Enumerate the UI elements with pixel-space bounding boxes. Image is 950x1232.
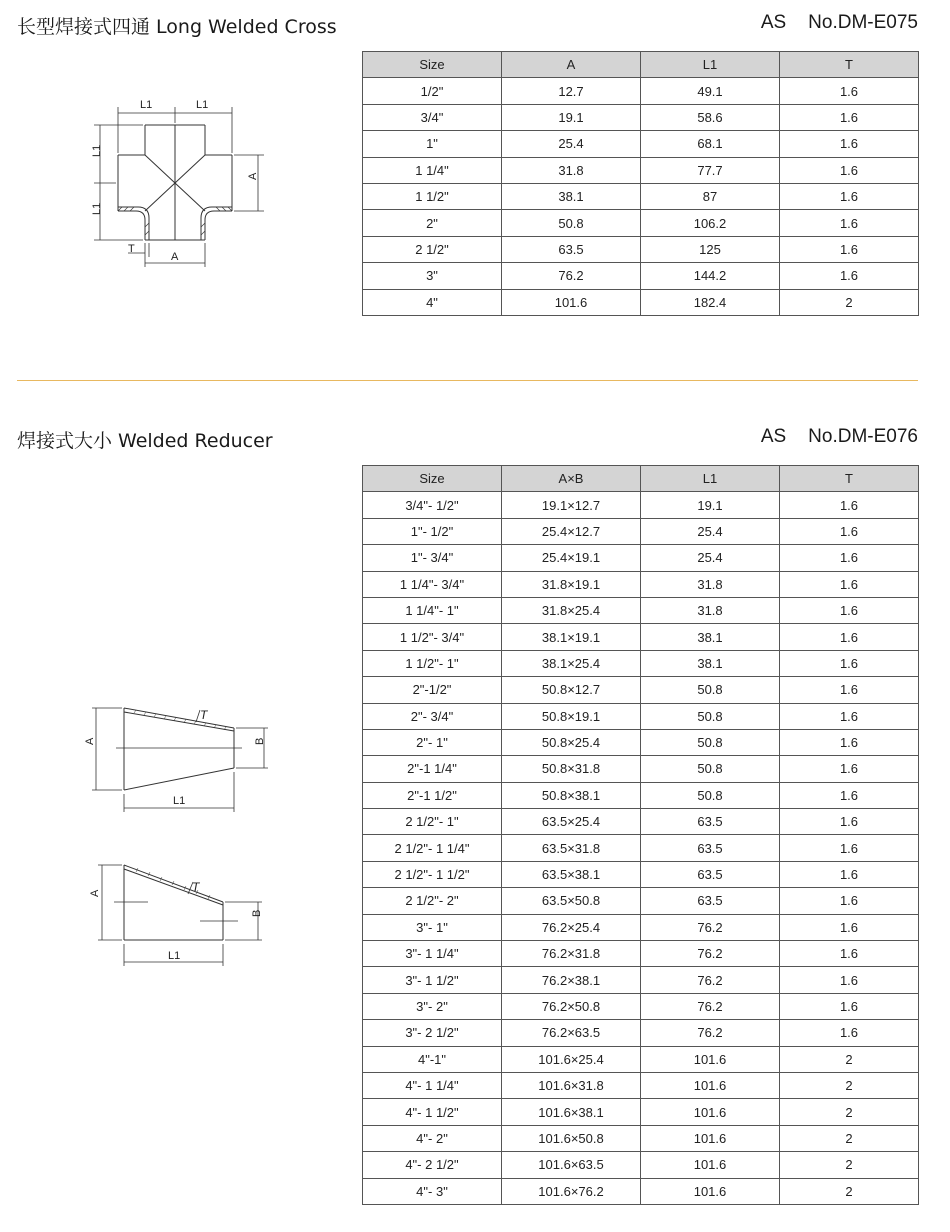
cell-axb: 101.6×31.8 bbox=[502, 1072, 641, 1098]
cell-axb: 63.5×31.8 bbox=[502, 835, 641, 861]
cell-t: 2 bbox=[780, 1125, 919, 1151]
cell-axb: 76.2×31.8 bbox=[502, 941, 641, 967]
table-header-row bbox=[363, 52, 919, 78]
cell-size: 4" bbox=[363, 289, 502, 315]
cell-t: 1.6 bbox=[780, 78, 919, 104]
header-t: T bbox=[780, 466, 919, 492]
cell-l1: 63.5 bbox=[641, 835, 780, 861]
cell-axb: 50.8×31.8 bbox=[502, 756, 641, 782]
cell-t: 1.6 bbox=[780, 835, 919, 861]
table-row bbox=[363, 1046, 919, 1072]
cell-size: 4"- 1 1/2" bbox=[363, 1099, 502, 1125]
table-row bbox=[363, 1020, 919, 1046]
cell-l1: 38.1 bbox=[641, 650, 780, 676]
cell-size: 1/2" bbox=[363, 78, 502, 104]
cell-t: 1.6 bbox=[780, 624, 919, 650]
table-row bbox=[363, 492, 919, 518]
cell-t: 2 bbox=[780, 1046, 919, 1072]
cell-size: 2"-1 1/4" bbox=[363, 756, 502, 782]
cell-t: 1.6 bbox=[780, 729, 919, 755]
cell-l1: 77.7 bbox=[641, 157, 780, 183]
table-row bbox=[363, 782, 919, 808]
cell-l1: 87 bbox=[641, 183, 780, 209]
header-axb: A×B bbox=[502, 466, 641, 492]
cell-size: 2"- 1" bbox=[363, 729, 502, 755]
cell-t: 1.6 bbox=[780, 597, 919, 623]
table-row bbox=[363, 914, 919, 940]
cell-l1: 76.2 bbox=[641, 941, 780, 967]
table-row bbox=[363, 545, 919, 571]
eccentric-label-b: B bbox=[251, 909, 263, 917]
header-size: Size bbox=[363, 466, 502, 492]
table-row bbox=[363, 597, 919, 623]
cell-size: 3"- 1" bbox=[363, 914, 502, 940]
table-row bbox=[363, 809, 919, 835]
table-row bbox=[363, 967, 919, 993]
cell-size: 2"-1 1/2" bbox=[363, 782, 502, 808]
cell-size: 3"- 1 1/2" bbox=[363, 967, 502, 993]
cross-label-l1-left: L1 bbox=[140, 99, 153, 111]
concentric-label-b: B bbox=[254, 737, 266, 745]
header-l1: L1 bbox=[641, 466, 780, 492]
cell-t: 2 bbox=[780, 289, 919, 315]
cell-t: 1.6 bbox=[780, 157, 919, 183]
cell-l1: 25.4 bbox=[641, 545, 780, 571]
reducer-code-number: No.DM-E076 bbox=[808, 426, 918, 447]
cell-l1: 63.5 bbox=[641, 809, 780, 835]
cell-t: 1.6 bbox=[780, 809, 919, 835]
cell-t: 1.6 bbox=[780, 1020, 919, 1046]
cell-t: 2 bbox=[780, 1152, 919, 1178]
cell-t: 1.6 bbox=[780, 993, 919, 1019]
cell-axb: 50.8×19.1 bbox=[502, 703, 641, 729]
cell-axb: 19.1×12.7 bbox=[502, 492, 641, 518]
cell-t: 1.6 bbox=[780, 263, 919, 289]
cell-l1: 31.8 bbox=[641, 597, 780, 623]
table-header-row bbox=[363, 466, 919, 492]
cell-size: 1 1/4"- 1" bbox=[363, 597, 502, 623]
cell-size: 1 1/2"- 3/4" bbox=[363, 624, 502, 650]
table-row bbox=[363, 756, 919, 782]
cross-spec-table bbox=[362, 51, 919, 316]
cell-l1: 101.6 bbox=[641, 1125, 780, 1151]
cell-t: 1.6 bbox=[780, 967, 919, 993]
cell-l1: 182.4 bbox=[641, 289, 780, 315]
table-row bbox=[363, 1178, 919, 1204]
cell-l1: 50.8 bbox=[641, 703, 780, 729]
cell-axb: 101.6×63.5 bbox=[502, 1152, 641, 1178]
cell-size: 3"- 1 1/4" bbox=[363, 941, 502, 967]
table-row bbox=[363, 104, 919, 130]
cell-size: 1"- 3/4" bbox=[363, 545, 502, 571]
cell-l1: 68.1 bbox=[641, 131, 780, 157]
table-row bbox=[363, 1099, 919, 1125]
eccentric-reducer-drawing bbox=[78, 860, 278, 970]
reducer-code-prefix: AS bbox=[760, 426, 787, 447]
cell-l1: 50.8 bbox=[641, 756, 780, 782]
cell-size: 4"- 3" bbox=[363, 1178, 502, 1204]
cell-t: 1.6 bbox=[780, 914, 919, 940]
cross-label-l1-top: L1 bbox=[91, 144, 103, 157]
table-row bbox=[363, 1125, 919, 1151]
reducer-section-code bbox=[761, 426, 918, 448]
cell-size: 1 1/2" bbox=[363, 183, 502, 209]
cell-t: 2 bbox=[780, 1072, 919, 1098]
cell-axb: 63.5×25.4 bbox=[502, 809, 641, 835]
cell-l1: 101.6 bbox=[641, 1152, 780, 1178]
cell-l1: 50.8 bbox=[641, 677, 780, 703]
cross-drawing bbox=[80, 95, 270, 275]
table-row bbox=[363, 183, 919, 209]
table-row bbox=[363, 1072, 919, 1098]
cell-size: 2 1/2"- 1 1/4" bbox=[363, 835, 502, 861]
cell-size: 1 1/4"- 3/4" bbox=[363, 571, 502, 597]
table-row bbox=[363, 518, 919, 544]
cell-size: 2 1/2" bbox=[363, 236, 502, 262]
cell-axb: 76.2×63.5 bbox=[502, 1020, 641, 1046]
cell-t: 1.6 bbox=[780, 518, 919, 544]
cell-t: 1.6 bbox=[780, 756, 919, 782]
cell-l1: 101.6 bbox=[641, 1046, 780, 1072]
cell-t: 2 bbox=[780, 1178, 919, 1204]
cell-l1: 58.6 bbox=[641, 104, 780, 130]
cell-axb: 76.2×38.1 bbox=[502, 967, 641, 993]
cell-size: 2 1/2"- 1 1/2" bbox=[363, 861, 502, 887]
cell-l1: 31.8 bbox=[641, 571, 780, 597]
cell-size: 3" bbox=[363, 263, 502, 289]
concentric-label-a: A bbox=[84, 737, 96, 745]
cross-code-number: No.DM-E075 bbox=[808, 12, 918, 33]
cell-axb: 76.2×50.8 bbox=[502, 993, 641, 1019]
header-size: Size bbox=[363, 52, 502, 78]
cell-axb: 25.4×19.1 bbox=[502, 545, 641, 571]
cell-axb: 101.6×38.1 bbox=[502, 1099, 641, 1125]
eccentric-label-t: T bbox=[192, 880, 200, 894]
table-row bbox=[363, 263, 919, 289]
header-t: T bbox=[780, 52, 919, 78]
cell-size: 3/4" bbox=[363, 104, 502, 130]
cell-size: 3"- 2" bbox=[363, 993, 502, 1019]
cell-size: 1 1/2"- 1" bbox=[363, 650, 502, 676]
cell-l1: 106.2 bbox=[641, 210, 780, 236]
table-row bbox=[363, 993, 919, 1019]
cell-t: 1.6 bbox=[780, 545, 919, 571]
cross-label-l1-right: L1 bbox=[196, 99, 209, 111]
cell-t: 1.6 bbox=[780, 571, 919, 597]
cell-size: 1" bbox=[363, 131, 502, 157]
cell-size: 2 1/2"- 2" bbox=[363, 888, 502, 914]
cell-t: 1.6 bbox=[780, 650, 919, 676]
cell-axb: 38.1×25.4 bbox=[502, 650, 641, 676]
cell-a: 25.4 bbox=[502, 131, 641, 157]
cell-axb: 101.6×50.8 bbox=[502, 1125, 641, 1151]
cell-axb: 63.5×50.8 bbox=[502, 888, 641, 914]
cell-size: 3/4"- 1/2" bbox=[363, 492, 502, 518]
cell-t: 1.6 bbox=[780, 782, 919, 808]
cell-l1: 38.1 bbox=[641, 624, 780, 650]
table-row bbox=[363, 131, 919, 157]
eccentric-label-l1: L1 bbox=[168, 950, 181, 962]
cell-t: 1.6 bbox=[780, 861, 919, 887]
cell-axb: 31.8×19.1 bbox=[502, 571, 641, 597]
cell-t: 1.6 bbox=[780, 888, 919, 914]
table-row bbox=[363, 703, 919, 729]
cell-a: 76.2 bbox=[502, 263, 641, 289]
table-row bbox=[363, 157, 919, 183]
cell-axb: 63.5×38.1 bbox=[502, 861, 641, 887]
cell-l1: 19.1 bbox=[641, 492, 780, 518]
concentric-label-l1: L1 bbox=[173, 795, 186, 807]
table-row bbox=[363, 78, 919, 104]
cross-section-code bbox=[761, 12, 918, 34]
cell-a: 38.1 bbox=[502, 183, 641, 209]
cell-l1: 50.8 bbox=[641, 782, 780, 808]
cell-size: 4"- 1 1/4" bbox=[363, 1072, 502, 1098]
cell-l1: 25.4 bbox=[641, 518, 780, 544]
cell-l1: 76.2 bbox=[641, 993, 780, 1019]
table-row bbox=[363, 835, 919, 861]
cell-l1: 101.6 bbox=[641, 1072, 780, 1098]
table-row bbox=[363, 677, 919, 703]
cell-size: 1"- 1/2" bbox=[363, 518, 502, 544]
table-row bbox=[363, 941, 919, 967]
cell-axb: 76.2×25.4 bbox=[502, 914, 641, 940]
cell-t: 1.6 bbox=[780, 131, 919, 157]
cross-label-t: T bbox=[128, 243, 135, 255]
cell-l1: 125 bbox=[641, 236, 780, 262]
cell-t: 1.6 bbox=[780, 677, 919, 703]
cell-l1: 63.5 bbox=[641, 888, 780, 914]
cell-a: 12.7 bbox=[502, 78, 641, 104]
section-divider bbox=[17, 380, 918, 381]
cell-l1: 76.2 bbox=[641, 1020, 780, 1046]
cross-label-a-bottom: A bbox=[171, 251, 179, 263]
cell-a: 31.8 bbox=[502, 157, 641, 183]
cell-t: 1.6 bbox=[780, 941, 919, 967]
cell-l1: 49.1 bbox=[641, 78, 780, 104]
cell-t: 1.6 bbox=[780, 703, 919, 729]
reducer-spec-table bbox=[362, 465, 919, 1205]
cross-label-l1-bottom: L1 bbox=[91, 202, 103, 215]
cell-axb: 31.8×25.4 bbox=[502, 597, 641, 623]
cell-axb: 38.1×19.1 bbox=[502, 624, 641, 650]
cell-a: 63.5 bbox=[502, 236, 641, 262]
table-row bbox=[363, 289, 919, 315]
table-row bbox=[363, 624, 919, 650]
cell-a: 50.8 bbox=[502, 210, 641, 236]
cell-axb: 101.6×25.4 bbox=[502, 1046, 641, 1072]
cell-size: 4"- 2 1/2" bbox=[363, 1152, 502, 1178]
cell-l1: 76.2 bbox=[641, 967, 780, 993]
cell-t: 1.6 bbox=[780, 104, 919, 130]
cell-l1: 50.8 bbox=[641, 729, 780, 755]
cell-size: 4"-1" bbox=[363, 1046, 502, 1072]
cell-l1: 63.5 bbox=[641, 861, 780, 887]
cell-size: 3"- 2 1/2" bbox=[363, 1020, 502, 1046]
cell-t: 1.6 bbox=[780, 210, 919, 236]
cell-size: 4"- 2" bbox=[363, 1125, 502, 1151]
cell-axb: 50.8×12.7 bbox=[502, 677, 641, 703]
cell-a: 19.1 bbox=[502, 104, 641, 130]
cell-size: 2" bbox=[363, 210, 502, 236]
cell-t: 1.6 bbox=[780, 236, 919, 262]
cell-size: 2"- 3/4" bbox=[363, 703, 502, 729]
table-row bbox=[363, 1152, 919, 1178]
cross-label-a-side: A bbox=[247, 172, 259, 180]
reducer-section-title: 焊接式大小 Welded Reducer bbox=[17, 430, 273, 452]
table-row bbox=[363, 571, 919, 597]
cell-t: 1.6 bbox=[780, 183, 919, 209]
cell-l1: 101.6 bbox=[641, 1099, 780, 1125]
cell-t: 1.6 bbox=[780, 492, 919, 518]
cell-axb: 50.8×38.1 bbox=[502, 782, 641, 808]
header-l1: L1 bbox=[641, 52, 780, 78]
cell-size: 2 1/2"- 1" bbox=[363, 809, 502, 835]
cell-a: 101.6 bbox=[502, 289, 641, 315]
cell-l1: 101.6 bbox=[641, 1178, 780, 1204]
cell-l1: 144.2 bbox=[641, 263, 780, 289]
table-row bbox=[363, 861, 919, 887]
concentric-label-t: T bbox=[200, 708, 208, 722]
concentric-reducer-drawing bbox=[78, 700, 278, 815]
cross-section-title: 长型焊接式四通 Long Welded Cross bbox=[17, 16, 337, 38]
cell-size: 1 1/4" bbox=[363, 157, 502, 183]
table-row bbox=[363, 729, 919, 755]
eccentric-label-a: A bbox=[89, 889, 101, 897]
table-row bbox=[363, 236, 919, 262]
cross-code-prefix: AS bbox=[760, 12, 787, 33]
table-row bbox=[363, 210, 919, 236]
header-a: A bbox=[502, 52, 641, 78]
cell-axb: 50.8×25.4 bbox=[502, 729, 641, 755]
table-row bbox=[363, 888, 919, 914]
table-row bbox=[363, 650, 919, 676]
cell-size: 2"-1/2" bbox=[363, 677, 502, 703]
cell-axb: 25.4×12.7 bbox=[502, 518, 641, 544]
cell-axb: 101.6×76.2 bbox=[502, 1178, 641, 1204]
cell-l1: 76.2 bbox=[641, 914, 780, 940]
cell-t: 2 bbox=[780, 1099, 919, 1125]
